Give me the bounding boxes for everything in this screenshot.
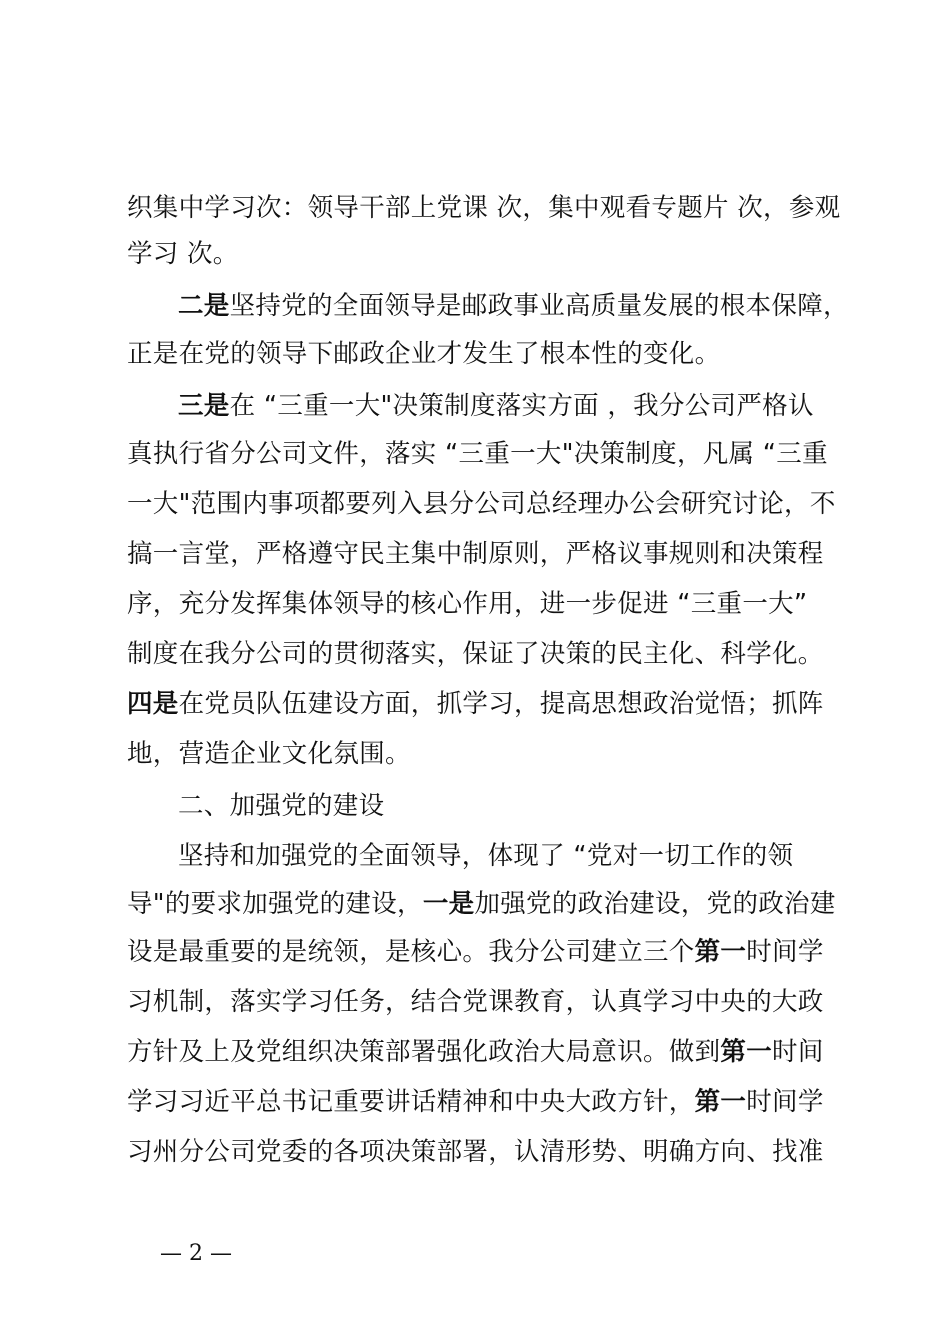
text-segment: 方针及上及党组织决策部署强化政治大局意识。做到 bbox=[127, 1037, 721, 1067]
text-line bbox=[127, 736, 411, 772]
bold-lead-text: 第一 bbox=[694, 1087, 747, 1117]
text-segment: 在党员队伍建设方面，抓学习，提高思想政治觉悟；抓阵 bbox=[178, 689, 824, 719]
text-segment: 时间学 bbox=[746, 937, 824, 967]
text-segment: 时间学 bbox=[746, 1087, 824, 1117]
text-segment: 学习习近平总书记重要讲话精神和中央大政方针， bbox=[127, 1087, 695, 1117]
text-segment: 坚持党的全面领导是邮政事业高质量发展的根本保障， bbox=[229, 291, 849, 321]
text-segment: 在 “三重一大"决策制度落实方面 ，我分公司严格认 bbox=[229, 391, 814, 421]
text-segment: 加强党的政治建设，党的政治建 bbox=[474, 889, 836, 919]
text-segment: 地，营造企业文化氛围。 bbox=[127, 739, 411, 769]
text-segment: 序，充分发挥集体领导的核心作用，进一步促进 “三重一大” bbox=[127, 589, 808, 619]
bold-lead-text: 一是 bbox=[422, 889, 475, 919]
text-line bbox=[178, 288, 849, 324]
text-segment: 导"的要求加强党的建设， bbox=[127, 889, 423, 919]
text-segment: 坚持和加强党的全面领导，体现了 “党对一切工作的领 bbox=[178, 841, 794, 871]
text-line bbox=[127, 486, 836, 522]
text-line bbox=[127, 586, 807, 622]
text-segment: 织集中学习次：领导干部上党课 次，集中观看专题片 次，参观 bbox=[127, 193, 841, 223]
text-line bbox=[127, 190, 840, 226]
text-line bbox=[127, 1034, 824, 1070]
text-segment: 设是最重要的是统领，是核心。我分公司建立三个 bbox=[127, 937, 695, 967]
text-line bbox=[127, 1134, 824, 1170]
text-line bbox=[127, 236, 239, 272]
page-number: — 2 — bbox=[160, 1241, 232, 1266]
text-line bbox=[127, 984, 824, 1020]
text-segment: 习州分公司党委的各项决策部署，认清形势、明确方向、找准 bbox=[127, 1137, 824, 1167]
text-line bbox=[127, 336, 720, 372]
text-line bbox=[127, 636, 824, 672]
text-segment: 制度在我分公司的贯彻落实，保证了决策的民主化、科学化。 bbox=[127, 639, 824, 669]
text-segment: 学习 次。 bbox=[127, 239, 239, 269]
text-segment: 正是在党的领导下邮政企业才发生了根本性的变化。 bbox=[127, 339, 721, 369]
text-line bbox=[127, 886, 836, 922]
text-line bbox=[178, 788, 384, 824]
text-line bbox=[178, 838, 793, 874]
text-line bbox=[127, 686, 824, 722]
text-line bbox=[127, 1084, 824, 1120]
text-line bbox=[127, 436, 828, 472]
text-line bbox=[178, 388, 814, 424]
bold-lead-text: 第一 bbox=[720, 1037, 773, 1067]
text-segment: 一大"范围内事项都要列入县分公司总经理办公会研究讨论，不 bbox=[127, 489, 836, 519]
text-segment: 真执行省分公司文件，落实 “三重一大"决策制度，凡属 “三重 bbox=[127, 439, 828, 469]
text-line bbox=[127, 934, 824, 970]
bold-lead-text: 四是 bbox=[127, 689, 179, 719]
text-segment: 习机制，落实学习任务，结合党课教育，认真学习中央的大政 bbox=[127, 987, 824, 1017]
bold-lead-text: 第一 bbox=[694, 937, 747, 967]
text-line bbox=[127, 536, 824, 572]
bold-lead-text: 二是 bbox=[178, 291, 230, 321]
text-segment: 二、加强党的建设 bbox=[178, 791, 385, 821]
bold-lead-text: 三是 bbox=[178, 391, 230, 421]
text-segment: 搞一言堂，严格遵守民主集中制原则，严格议事规则和决策程 bbox=[127, 539, 824, 569]
text-segment: 时间 bbox=[772, 1037, 824, 1067]
